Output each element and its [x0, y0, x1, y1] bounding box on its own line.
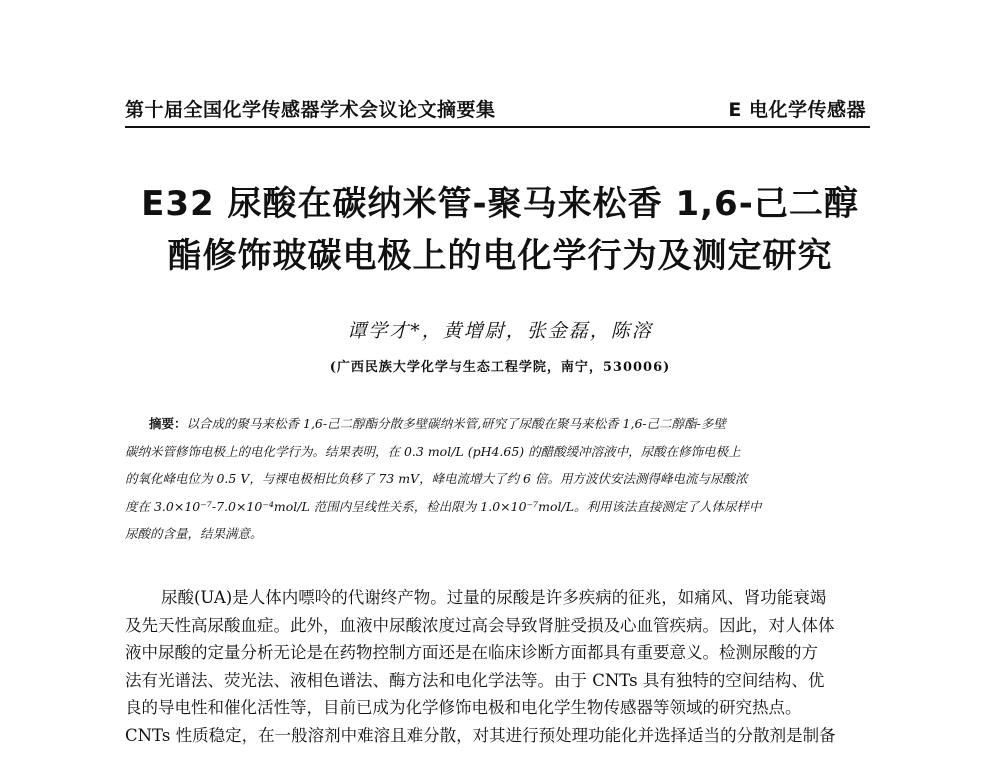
proceedings-title: 第十届全国化学传感器学术会议论文摘要集	[125, 99, 496, 121]
body-line: 尿酸(UA)是人体内嘌呤的代谢终产物。过量的尿酸是许多疾病的征兆，如痛风、肾功能衰竭	[161, 588, 827, 607]
abstract-label: 摘要：	[149, 416, 187, 431]
body-text	[125, 584, 870, 749]
body-line: 法有光谱法、荧光法、液相色谱法、酶方法和电化学法等。由于 CNTs 具有独特的空间结构、优	[125, 670, 825, 690]
author-list: 谭学才*，黄增尉，张金磊，陈溶	[347, 320, 653, 342]
paper-title-line-1: E32 尿酸在碳纳米管-聚马来松香 1,6-己二醇	[141, 184, 859, 224]
abstract-line-text: 以合成的聚马来松香 1,6-己二醇酯分散多壁碳纳米管,研究了尿酸在聚马来松香 1,6-己二醇酯-多壁	[186, 416, 726, 431]
body-line: 及先天性高尿酸血症。此外，血液中尿酸浓度过高会导致肾脏受损及心血管疾病。因此，对人体体	[125, 615, 835, 635]
running-header	[125, 96, 870, 128]
paper-title	[100, 178, 900, 282]
body-line: CNTs 性质稳定，在一般溶剂中难溶且难分散，对其进行预处理功能化并选择适当的分散剂是制备	[125, 725, 836, 745]
body-line: 液中尿酸的定量分析无论是在药物控制方面还是在临床诊断方面都具有重要意义。检测尿酸的方	[125, 643, 818, 662]
paper-title-line-2: 酯修饰玻碳电极上的电化学行为及测定研究	[167, 236, 833, 276]
section-label: E 电化学传感器	[728, 99, 866, 121]
abstract	[125, 410, 870, 548]
abstract-line: 尿酸的含量，结果满意。	[125, 526, 263, 541]
abstract-line: 碳纳米管修饰电极上的电化学行为。结果表明，在 0.3 mol/L (pH4.65) 的醋酸缓冲溶液中，尿酸在修饰电极上	[125, 443, 741, 459]
abstract-line: 度在 3.0×10⁻⁷-7.0×10⁻⁴mol/L 范围内呈线性关系，检出限为 1.0×10⁻⁷mol/L。利用该法直接测定了人体尿样中	[125, 498, 762, 514]
body-line: 良的导电性和催化活性等，目前已成为化学修饰电极和电化学生物传感器等领域的研究热点。	[125, 698, 802, 717]
affiliation: (广西民族大学化学与生态工程学院，南宁，530006)	[329, 360, 671, 375]
abstract-line	[125, 410, 870, 438]
abstract-line: 的氧化峰电位为 0.5 V，与裸电极相比负移了 73 mV，峰电流增大了约 6 倍。用方波伏安法测得峰电流与尿酸浓	[125, 471, 748, 486]
